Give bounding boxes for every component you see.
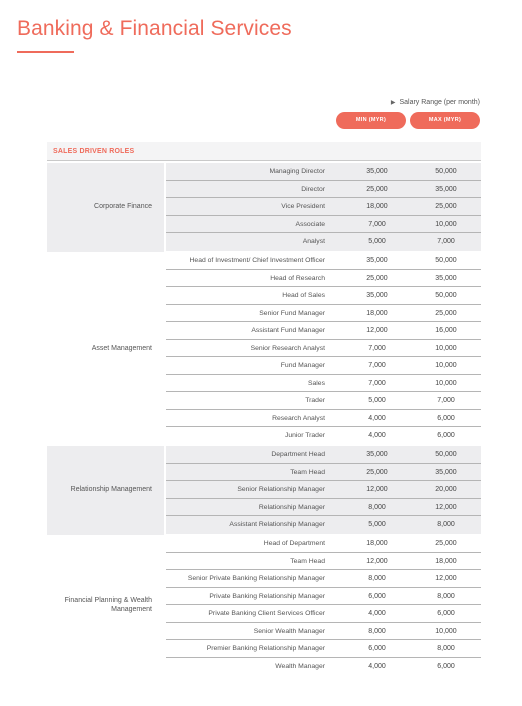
- table-row: [166, 481, 481, 499]
- table-row: [166, 658, 481, 676]
- role-cell: Trader: [305, 397, 325, 404]
- max-salary-cell: 8,000: [437, 592, 455, 600]
- role-cell: Assistant Relationship Manager: [229, 521, 325, 528]
- max-salary-cell: 20,000: [435, 486, 457, 493]
- table-row: [166, 252, 481, 270]
- min-salary-cell: 6,000: [368, 592, 386, 600]
- table-row: [166, 570, 481, 588]
- max-salary-cell: 10,000: [435, 627, 457, 635]
- max-salary-cell: 35,000: [435, 274, 457, 282]
- table-row: [166, 357, 481, 375]
- min-salary-cell: 7,000: [368, 344, 386, 352]
- salary-range-label: Salary Range (per month): [399, 99, 480, 106]
- table-row: [166, 322, 481, 340]
- section-title: SALES DRIVEN ROLES: [53, 148, 135, 155]
- min-salary-cell: 4,000: [368, 414, 386, 422]
- table-row: [166, 305, 481, 323]
- max-salary-cell: 50,000: [435, 292, 457, 299]
- role-cell: Associate: [295, 220, 325, 228]
- min-salary-cell: 35,000: [366, 451, 388, 458]
- role-cell: Senior Relationship Manager: [237, 486, 325, 493]
- role-cell: Wealth Manager: [275, 662, 325, 670]
- min-salary-cell: 18,000: [366, 203, 388, 210]
- role-cell: Managing Director: [269, 168, 325, 175]
- table-row: [166, 446, 481, 464]
- max-salary-cell: 35,000: [435, 468, 457, 476]
- max-salary-cell: 35,000: [435, 185, 457, 193]
- triangle-right-icon: ▶: [390, 100, 396, 106]
- role-cell: Head of Investment/ Chief Investment Officer: [189, 257, 325, 264]
- role-cell: Private Banking Client Services Officer: [208, 610, 325, 617]
- role-cell: Premier Banking Relationship Manager: [206, 645, 325, 652]
- max-salary-cell: 50,000: [435, 451, 457, 458]
- min-salary-cell: 7,000: [368, 362, 386, 369]
- max-salary-cell: 12,000: [435, 575, 457, 582]
- min-salary-cell: 12,000: [366, 327, 388, 334]
- table-row: [166, 233, 481, 251]
- min-salary-cell: 18,000: [366, 309, 388, 317]
- role-cell: Senior Private Banking Relationship Manager: [187, 575, 325, 582]
- table-row: [166, 181, 481, 199]
- table-row: [166, 640, 481, 658]
- max-salary-cell: 6,000: [437, 432, 455, 439]
- min-salary-cell: 7,000: [368, 379, 386, 387]
- table-row: [166, 410, 481, 428]
- min-salary-cell: 35,000: [366, 257, 388, 264]
- role-cell: Senior Fund Manager: [259, 309, 325, 317]
- table-row: [166, 588, 481, 606]
- category-label: Corporate Finance: [94, 203, 152, 211]
- min-salary-cell: 6,000: [368, 645, 386, 652]
- max-salary-cell: 12,000: [435, 503, 457, 511]
- category-label: Relationship Management: [70, 486, 152, 494]
- max-salary-cell: 8,000: [437, 521, 455, 528]
- min-salary-cell: 4,000: [368, 432, 386, 439]
- min-salary-cell: 8,000: [368, 503, 386, 511]
- max-salary-cell: 6,000: [437, 414, 455, 422]
- max-salary-cell: 8,000: [437, 645, 455, 652]
- role-cell: Senior Wealth Manager: [253, 627, 325, 635]
- table-row: [166, 516, 481, 534]
- category-label: Financial Planning & Wealth Management: [64, 597, 152, 613]
- role-cell: Private Banking Relationship Manager: [209, 592, 325, 600]
- max-salary-cell: 50,000: [435, 257, 457, 264]
- min-salary-cell: 5,000: [368, 397, 386, 404]
- max-salary-cell: 25,000: [435, 540, 457, 547]
- role-cell: Head of Research: [270, 274, 325, 282]
- min-salary-cell: 12,000: [366, 557, 388, 565]
- role-cell: Director: [301, 185, 325, 193]
- table-row: [166, 535, 481, 553]
- role-cell: Sales: [307, 379, 325, 387]
- min-column-header: MIN (MYR): [336, 112, 406, 129]
- min-salary-cell: 25,000: [366, 274, 388, 282]
- role-cell: Head of Sales: [282, 292, 325, 299]
- min-salary-cell: 5,000: [368, 238, 386, 245]
- max-salary-cell: 10,000: [435, 220, 457, 228]
- page-title: Banking & Financial Services: [17, 17, 292, 40]
- max-salary-cell: 25,000: [435, 203, 457, 210]
- min-salary-cell: 12,000: [366, 486, 388, 493]
- min-salary-cell: 25,000: [366, 468, 388, 476]
- category-label: Asset Management: [91, 344, 152, 352]
- table-row: [166, 198, 481, 216]
- table-row: [166, 464, 481, 482]
- table-row: [166, 427, 481, 445]
- max-salary-cell: 7,000: [437, 397, 455, 404]
- max-column-header: MAX (MYR): [410, 112, 480, 129]
- max-salary-cell: 6,000: [437, 662, 455, 670]
- max-salary-cell: 7,000: [437, 238, 455, 245]
- table-row: [166, 605, 481, 623]
- table-row: [166, 623, 481, 641]
- table-row: [166, 287, 481, 305]
- min-salary-cell: 4,000: [368, 662, 386, 670]
- max-salary-cell: 6,000: [437, 610, 455, 617]
- min-salary-cell: 5,000: [368, 521, 386, 528]
- role-cell: Junior Trader: [284, 432, 325, 439]
- max-salary-cell: 10,000: [435, 379, 457, 387]
- min-salary-cell: 35,000: [366, 168, 388, 175]
- role-cell: Relationship Manager: [258, 503, 325, 511]
- role-cell: Fund Manager: [280, 362, 325, 369]
- table-row: [166, 553, 481, 571]
- role-cell: Department Head: [271, 451, 325, 458]
- table-row: [166, 499, 481, 517]
- max-salary-cell: 10,000: [435, 362, 457, 369]
- table-row: [166, 163, 481, 181]
- max-salary-cell: 18,000: [435, 557, 457, 565]
- max-salary-cell: 25,000: [435, 309, 457, 317]
- max-salary-cell: 16,000: [435, 327, 457, 334]
- min-salary-cell: 4,000: [368, 610, 386, 617]
- min-salary-cell: 8,000: [368, 627, 386, 635]
- role-cell: Head of Department: [263, 540, 325, 547]
- role-cell: Team Head: [290, 557, 325, 565]
- table-row: [166, 340, 481, 358]
- min-salary-cell: 18,000: [366, 540, 388, 547]
- role-cell: Vice President: [281, 203, 325, 210]
- table-row: [166, 375, 481, 393]
- role-cell: Assistant Fund Manager: [251, 327, 325, 334]
- role-cell: Research Analyst: [272, 414, 325, 422]
- role-cell: Team Head: [290, 468, 325, 476]
- min-salary-cell: 8,000: [368, 575, 386, 582]
- max-salary-cell: 50,000: [435, 168, 457, 175]
- table-row: [166, 216, 481, 234]
- role-cell: Analyst: [302, 238, 325, 245]
- max-salary-cell: 10,000: [435, 344, 457, 352]
- min-salary-cell: 25,000: [366, 185, 388, 193]
- table-row: [166, 270, 481, 288]
- role-cell: Senior Research Analyst: [250, 344, 325, 352]
- min-salary-cell: 7,000: [368, 220, 386, 228]
- table-row: [166, 392, 481, 410]
- min-salary-cell: 35,000: [366, 292, 388, 299]
